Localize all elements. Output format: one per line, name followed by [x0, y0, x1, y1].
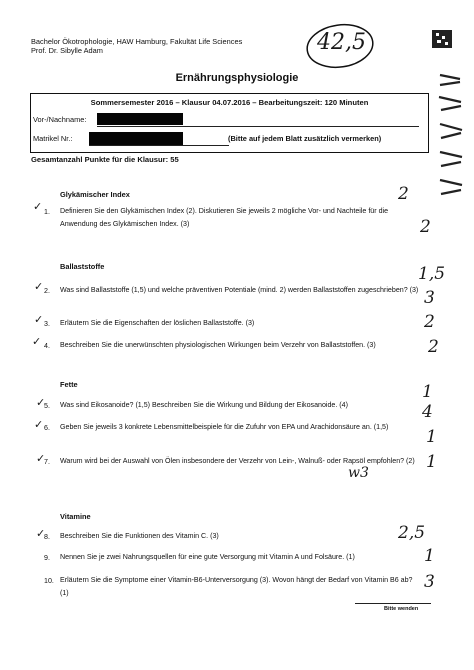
name-label: Vor-/Nachname: [33, 115, 87, 124]
checkmark-icon: ✓ [34, 281, 44, 293]
question-text: Warum wird bei der Auswahl von Ölen insbesondere der Verzehr von Lein-, Walnuß- oder Rapsöl empfohlen? (2) [60, 457, 415, 465]
section-title: Glykämischer Index [60, 190, 130, 199]
section-title: Vitamine [60, 512, 91, 521]
question-number: 7. [44, 458, 50, 466]
handwritten-score: 1 [424, 546, 435, 566]
matrikel-redaction [89, 132, 183, 145]
total-score-handwritten: 42,5 [317, 30, 366, 55]
question-text: Geben Sie jeweils 3 konkrete Lebensmittelbeispiele für die Zufuhr von EPA und Arachidonsäure an. (1,5) [60, 423, 389, 431]
checkmark-icon: ✓ [36, 453, 46, 465]
handwritten-score: 2 [398, 184, 409, 204]
checkmark-icon: ✓ [36, 528, 46, 540]
question-text: Erläutern Sie die Symptome einer Vitamin-B6-Unterversorgung (3). Wovon hängt der Bedarf von Vitamin B6 ab? (1) [60, 576, 413, 597]
handwritten-score: 2,5 [398, 523, 426, 543]
margin-note: w3 [348, 465, 369, 481]
matrikel-note: (Bitte auf jedem Blatt zusätzlich vermerken) [228, 134, 382, 143]
margin-scribbles-icon [436, 70, 466, 210]
matrikel-label: Matrikel Nr.: [33, 134, 73, 143]
handwritten-score: 1 [426, 427, 437, 447]
handwritten-score: 2 [428, 337, 439, 357]
professor-line: Prof. Dr. Sibylle Adam [31, 46, 103, 55]
name-redaction [97, 113, 183, 125]
handwritten-score: 3 [424, 288, 435, 308]
question-number: 1. [44, 208, 50, 216]
question-number: 10. [44, 577, 54, 585]
section-title: Fette [60, 380, 78, 389]
checkmark-icon: ✓ [33, 201, 43, 213]
checkmark-icon: ✓ [34, 419, 44, 431]
handwritten-score: 2 [424, 312, 435, 332]
handwritten-score: 4 [422, 402, 433, 422]
question-text: Was sind Eikosanoide? (1,5) Beschreiben Sie die Wirkung und Bildung der Eikosanoide. (4) [60, 401, 348, 409]
question-number: 2. [44, 287, 50, 295]
handwritten-score: 1,5 [418, 264, 446, 284]
course-line: Bachelor Ökotrophologie, HAW Hamburg, Fakultät Life Sciences [31, 37, 243, 46]
footer-rule [355, 603, 431, 604]
handwritten-score: 1 [426, 452, 437, 472]
exam-info-box [30, 93, 429, 153]
question-number: 6. [44, 424, 50, 432]
checkmark-icon: ✓ [36, 397, 46, 409]
question-text: Was sind Ballaststoffe (1,5) und welche präventiven Potentiale (mind. 2) werden Ballaststoffen zugeschrieben? (3) [60, 286, 419, 294]
handwritten-score: 1 [422, 382, 433, 402]
matrikel-field-line [89, 145, 229, 146]
question-text: Definieren Sie den Glykämischen Index (2). Diskutieren Sie jeweils 2 mögliche Vor- und Nachteile für die Anwendung des Glykämischen Index. (3) [60, 207, 389, 228]
checkmark-icon: ✓ [32, 336, 42, 348]
question-number: 9. [44, 554, 50, 562]
question-number: 4. [44, 342, 50, 350]
question-text: Nennen Sie je zwei Nahrungsquellen für eine gute Versorgung mit Vitamin A und Folsäure. (1) [60, 553, 355, 561]
checkmark-icon: ✓ [34, 314, 44, 326]
question-text: Erläutern Sie die Eigenschaften der löslichen Ballaststoffe. (3) [60, 319, 255, 327]
question-number: 3. [44, 320, 50, 328]
total-points: Gesamtanzahl Punkte für die Klausur: 55 [31, 155, 179, 164]
question-text: Beschreiben Sie die Funktionen des Vitamin C. (3) [60, 532, 219, 540]
question-number: 5. [44, 402, 50, 410]
name-field-line [97, 126, 419, 127]
turn-page-note: Bitte wenden [384, 606, 419, 612]
scan-artifact-icon [430, 28, 456, 52]
handwritten-score: 2 [420, 217, 431, 237]
handwritten-score: 3 [424, 572, 435, 592]
section-title: Ballaststoffe [60, 262, 105, 271]
semester-line: Sommersemester 2016 – Klausur 04.07.2016 – Bearbeitungszeit: 120 Minuten [90, 98, 369, 107]
question-number: 8. [44, 533, 50, 541]
question-text: Beschreiben Sie die unerwünschten physiologischen Wirkungen beim Verzehr von Ballaststoffen. (3) [60, 341, 376, 349]
page-title: Ernährungsphysiologie [175, 72, 299, 84]
course-header [31, 37, 242, 55]
